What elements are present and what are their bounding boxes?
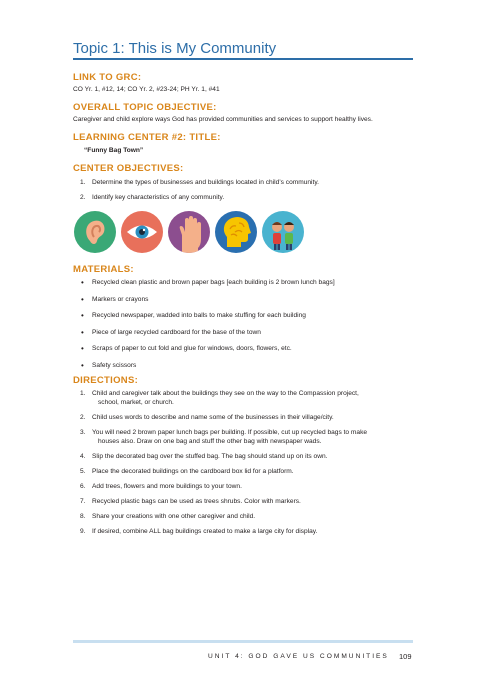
materials-heading: MATERIALS: [73, 264, 134, 275]
list-item: 5. Place the decorated buildings on the cardboard box lid for a platform. [80, 468, 294, 475]
center-objectives-heading: CENTER OBJECTIVES: [73, 163, 184, 174]
link-grc-heading: LINK TO GRC: [73, 72, 142, 83]
list-item: 1. Child and caregiver talk about the buildings they see on the way to the Compassion project, school, market, or church. [80, 390, 359, 406]
footer-rule [73, 640, 413, 643]
sense-icons [74, 211, 304, 253]
ear-icon [74, 211, 116, 253]
list-item: 2. Identify key characteristics of any community. [80, 194, 225, 201]
list-item: 1. Determine the types of businesses and buildings located in child’s community. [80, 179, 319, 186]
list-item: • Recycled clean plastic and brown paper bags [each building is 2 brown lunch bags] [81, 278, 335, 287]
eye-icon [121, 211, 163, 253]
list-item: 4. Slip the decorated bag over the stuffed bag. The bag should stand up on its own. [80, 453, 328, 460]
materials-list [80, 278, 335, 377]
hand-icon [168, 211, 210, 253]
title-rule [73, 58, 413, 60]
list-item: 8. Share your creations with one other caregiver and child. [80, 513, 256, 520]
list-item: • Recycled newspaper, wadded into balls to make stuffing for each building [81, 311, 306, 320]
objective-text: Caregiver and child explore ways God has provided communities and services to support healthy lives. [73, 116, 373, 123]
brain-icon [215, 211, 257, 253]
learning-center-title: “Funny Bag Town” [84, 147, 144, 154]
list-item: 7. Recycled plastic bags can be used as trees shrubs. Color with markers. [80, 498, 301, 505]
link-grc-text: CO Yr. 1, #12, 14; CO Yr. 2, #23-24; PH Yr. 1, #41 [73, 86, 220, 93]
learning-center-heading: LEARNING CENTER #2: TITLE: [73, 132, 221, 143]
list-item: 9. If desired, combine ALL bag buildings created to make a large city for display. [80, 528, 318, 535]
list-item: 3. You will need 2 brown paper lunch bags per building. If possible, cut up recycled bags to make houses also. Draw on one bag and stuff the other bag with newspaper wads. [80, 429, 368, 445]
list-item: • Scraps of paper to cut fold and glue for windows, doors, flowers, etc. [81, 344, 292, 353]
footer-unit: UNIT 4: GOD GAVE US COMMUNITIES [208, 653, 389, 660]
center-objectives-list [80, 178, 319, 208]
list-item: • Piece of large recycled cardboard for the base of the town [81, 327, 261, 337]
page-title: Topic 1: This is My Community [73, 40, 277, 57]
directions-list [80, 389, 367, 542]
list-item: 6. Add trees, flowers and more buildings to your town. [80, 483, 242, 490]
list-item: 2. Child uses words to describe and name some of the businesses in their village/city. [80, 414, 334, 421]
list-item: • Markers or crayons [81, 294, 149, 304]
children-icon [262, 211, 304, 253]
page-number: 109 [399, 652, 412, 661]
list-item: • Safety scissors [81, 360, 137, 370]
objective-heading: OVERALL TOPIC OBJECTIVE: [73, 102, 217, 113]
directions-heading: DIRECTIONS: [73, 375, 139, 386]
